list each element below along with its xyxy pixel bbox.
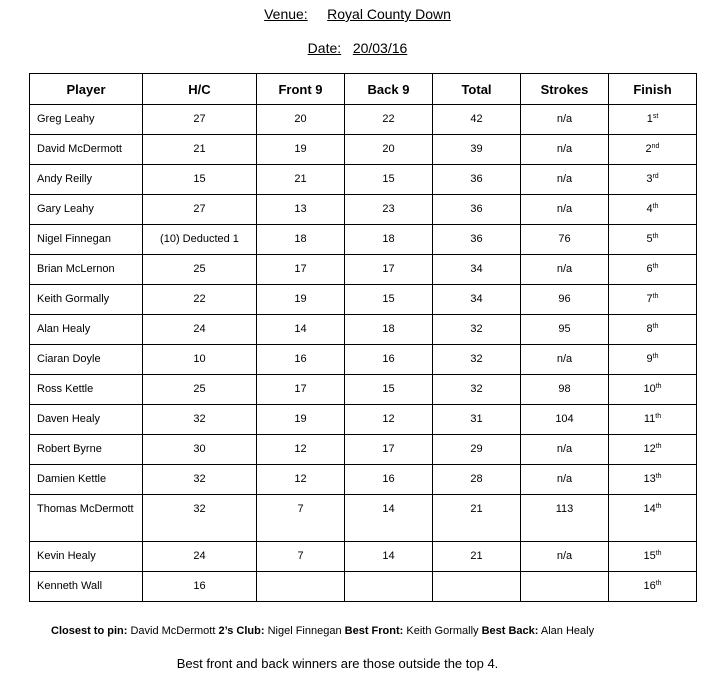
handicap-cell: 25 [143, 375, 257, 405]
strokes-cell: 113 [521, 495, 609, 542]
finish-cell [609, 542, 697, 572]
strokes-cell: n/a [521, 165, 609, 195]
handicap-cell: 16 [143, 572, 257, 602]
table-row [30, 105, 697, 135]
front9-cell: 12 [257, 465, 345, 495]
back9-cell: 15 [345, 285, 433, 315]
player-cell: Kevin Healy [30, 542, 143, 572]
handicap-cell: 32 [143, 405, 257, 435]
column-header: Finish [609, 74, 697, 105]
finish-cell [609, 465, 697, 495]
finish-position: 9 [646, 353, 653, 365]
column-header: Strokes [521, 74, 609, 105]
finish-position: 6 [646, 263, 653, 275]
table-row [30, 225, 697, 255]
finish-position: 3 [646, 173, 653, 185]
player-cell: Daven Healy [30, 405, 143, 435]
strokes-cell [521, 572, 609, 602]
front9-cell: 19 [257, 135, 345, 165]
finish-cell [609, 572, 697, 602]
back9-cell: 17 [345, 255, 433, 285]
finish-suffix: th [652, 233, 659, 240]
handicap-cell: 24 [143, 315, 257, 345]
finish-position: 8 [646, 323, 653, 335]
results-table [29, 73, 697, 602]
front9-cell: 14 [257, 315, 345, 345]
total-cell: 39 [433, 135, 521, 165]
table-row [30, 375, 697, 405]
handicap-cell: 22 [143, 285, 257, 315]
strokes-cell: n/a [521, 255, 609, 285]
back9-cell: 20 [345, 135, 433, 165]
strokes-cell: 76 [521, 225, 609, 255]
column-header: Total [433, 74, 521, 105]
front9-cell: 7 [257, 495, 345, 542]
venue-heading [0, 6, 715, 22]
finish-suffix: th [655, 443, 662, 450]
handicap-cell: 15 [143, 165, 257, 195]
total-cell: 36 [433, 195, 521, 225]
front9-cell: 16 [257, 345, 345, 375]
back9-cell: 14 [345, 495, 433, 542]
player-cell: Gary Leahy [30, 195, 143, 225]
handicap-cell: 25 [143, 255, 257, 285]
finish-suffix: th [655, 550, 662, 557]
strokes-cell: n/a [521, 105, 609, 135]
total-cell: 28 [433, 465, 521, 495]
award-label: 2’s Club: [218, 625, 265, 637]
player-cell: Thomas McDermott [30, 495, 143, 542]
front9-cell: 20 [257, 105, 345, 135]
back9-cell: 15 [345, 165, 433, 195]
handicap-cell: 32 [143, 495, 257, 542]
finish-position: 1 [646, 113, 653, 125]
finish-cell [609, 225, 697, 255]
finish-cell [609, 135, 697, 165]
player-cell: Brian McLernon [30, 255, 143, 285]
player-cell: Robert Byrne [30, 435, 143, 465]
player-cell: Alan Healy [30, 315, 143, 345]
total-cell: 36 [433, 165, 521, 195]
back9-cell: 17 [345, 435, 433, 465]
back9-cell: 18 [345, 315, 433, 345]
player-cell: Kenneth Wall [30, 572, 143, 602]
front9-cell: 13 [257, 195, 345, 225]
strokes-cell: 95 [521, 315, 609, 345]
finish-cell [609, 345, 697, 375]
table-row [30, 195, 697, 225]
player-cell: Damien Kettle [30, 465, 143, 495]
finish-cell [609, 495, 697, 542]
table-row [30, 495, 697, 542]
strokes-cell: 104 [521, 405, 609, 435]
strokes-cell: n/a [521, 345, 609, 375]
finish-suffix: th [655, 503, 662, 510]
handicap-cell: 24 [143, 542, 257, 572]
finish-position: 2 [645, 143, 652, 155]
back9-cell: 12 [345, 405, 433, 435]
award-winner: Alan Healy [540, 625, 595, 637]
front9-cell: 12 [257, 435, 345, 465]
finish-position: 5 [646, 233, 653, 245]
handicap-cell: 21 [143, 135, 257, 165]
table-row [30, 135, 697, 165]
total-cell: 36 [433, 225, 521, 255]
total-cell: 34 [433, 255, 521, 285]
finish-suffix: th [655, 413, 662, 420]
finish-cell [609, 195, 697, 225]
finish-cell [609, 255, 697, 285]
finish-position: 15 [643, 550, 656, 562]
finish-cell [609, 375, 697, 405]
handicap-cell: 27 [143, 105, 257, 135]
player-cell: Greg Leahy [30, 105, 143, 135]
finish-cell [609, 165, 697, 195]
column-header: Front 9 [257, 74, 345, 105]
handicap-cell: (10) Deducted 1 [143, 225, 257, 255]
award-label: Closest to pin: [51, 625, 128, 637]
venue-value: Royal County Down [327, 6, 451, 22]
finish-position: 14 [643, 503, 656, 515]
table-row [30, 315, 697, 345]
finish-position: 16 [643, 580, 656, 592]
award-winner: David McDermott [130, 625, 216, 637]
awards-line [51, 625, 594, 637]
footer-note: Best front and back winners are those outside the top 4. [176, 656, 499, 671]
total-cell: 29 [433, 435, 521, 465]
total-cell: 34 [433, 285, 521, 315]
total-cell: 42 [433, 105, 521, 135]
finish-suffix: st [652, 113, 659, 120]
finish-cell [609, 435, 697, 465]
strokes-cell: n/a [521, 195, 609, 225]
strokes-cell: n/a [521, 435, 609, 465]
date-value: 20/03/16 [352, 40, 408, 56]
finish-position: 11 [643, 413, 656, 425]
finish-suffix: th [652, 353, 659, 360]
total-cell: 32 [433, 315, 521, 345]
front9-cell: 7 [257, 542, 345, 572]
table-row [30, 465, 697, 495]
table-row [30, 165, 697, 195]
strokes-cell: n/a [521, 135, 609, 165]
back9-cell [345, 572, 433, 602]
front9-cell: 19 [257, 405, 345, 435]
front9-cell: 18 [257, 225, 345, 255]
table-row [30, 345, 697, 375]
handicap-cell: 10 [143, 345, 257, 375]
handicap-cell: 27 [143, 195, 257, 225]
back9-cell: 14 [345, 542, 433, 572]
player-cell: Ross Kettle [30, 375, 143, 405]
table-row [30, 405, 697, 435]
finish-position: 4 [646, 203, 653, 215]
table-row [30, 255, 697, 285]
total-cell: 32 [433, 345, 521, 375]
date-heading [0, 40, 715, 56]
date-label: Date: [307, 40, 342, 56]
finish-cell [609, 405, 697, 435]
total-cell [433, 572, 521, 602]
player-cell: Nigel Finnegan [30, 225, 143, 255]
finish-position: 12 [643, 443, 656, 455]
back9-cell: 23 [345, 195, 433, 225]
handicap-cell: 32 [143, 465, 257, 495]
back9-cell: 16 [345, 345, 433, 375]
front9-cell: 19 [257, 285, 345, 315]
table-row [30, 285, 697, 315]
column-header: Back 9 [345, 74, 433, 105]
back9-cell: 22 [345, 105, 433, 135]
total-cell: 21 [433, 495, 521, 542]
table-header-row [30, 74, 697, 105]
finish-suffix: nd [651, 143, 660, 150]
strokes-cell: 98 [521, 375, 609, 405]
handicap-cell: 30 [143, 435, 257, 465]
finish-position: 10 [643, 383, 656, 395]
venue-label: Venue: [264, 6, 308, 22]
front9-cell: 17 [257, 375, 345, 405]
back9-cell: 16 [345, 465, 433, 495]
finish-suffix: th [655, 473, 662, 480]
finish-position: 13 [643, 473, 656, 485]
award-label: Best Back: [481, 625, 539, 637]
finish-suffix: th [655, 580, 662, 587]
finish-suffix: th [652, 203, 659, 210]
finish-cell [609, 285, 697, 315]
front9-cell: 21 [257, 165, 345, 195]
award-label: Best Front: [344, 625, 404, 637]
back9-cell: 15 [345, 375, 433, 405]
strokes-cell: n/a [521, 465, 609, 495]
total-cell: 32 [433, 375, 521, 405]
strokes-cell: n/a [521, 542, 609, 572]
table-row [30, 572, 697, 602]
finish-suffix: th [655, 383, 662, 390]
award-winner: Keith Gormally [406, 625, 479, 637]
front9-cell [257, 572, 345, 602]
front9-cell: 17 [257, 255, 345, 285]
player-cell: Keith Gormally [30, 285, 143, 315]
table-row [30, 435, 697, 465]
finish-suffix: rd [652, 173, 659, 180]
finish-position: 7 [646, 293, 653, 305]
finish-suffix: th [652, 263, 659, 270]
column-header: Player [30, 74, 143, 105]
award-winner: Nigel Finnegan [267, 625, 342, 637]
finish-suffix: th [652, 293, 659, 300]
total-cell: 21 [433, 542, 521, 572]
player-cell: Ciaran Doyle [30, 345, 143, 375]
table-row [30, 542, 697, 572]
player-cell: Andy Reilly [30, 165, 143, 195]
column-header: H/C [143, 74, 257, 105]
back9-cell: 18 [345, 225, 433, 255]
total-cell: 31 [433, 405, 521, 435]
finish-cell [609, 105, 697, 135]
strokes-cell: 96 [521, 285, 609, 315]
finish-cell [609, 315, 697, 345]
player-cell: David McDermott [30, 135, 143, 165]
finish-suffix: th [652, 323, 659, 330]
